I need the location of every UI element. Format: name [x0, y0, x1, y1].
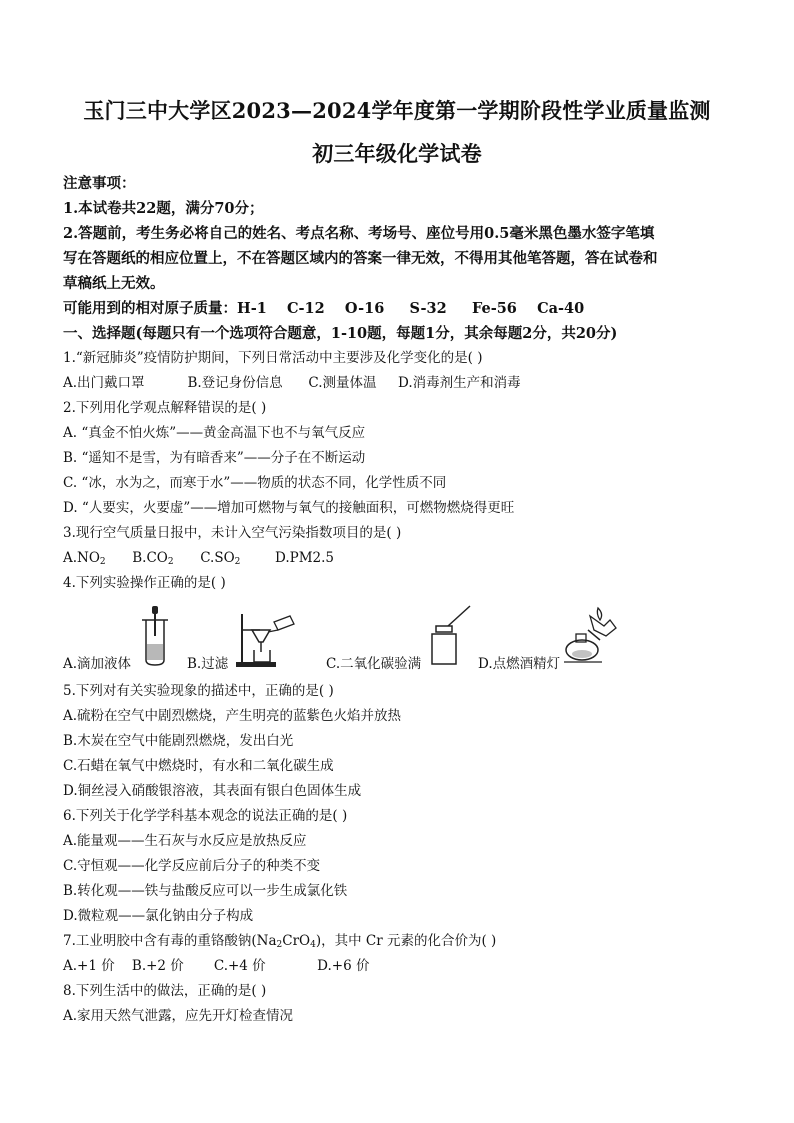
question-6-option-b: B.转化观——铁与盐酸反应可以一步生成氯化铁 — [63, 883, 348, 899]
question-5-option-d: D.铜丝浸入硝酸银溶液，其表面有银白色固体生成 — [63, 783, 362, 799]
notes-heading: 注意事项： — [63, 175, 136, 192]
note-2-line2: 写在答题纸的相应位置上，不在答题区域内的答案一律无效，不得用其他笔答题，答在试卷和 — [63, 250, 658, 267]
q4-option-b: B.过滤 — [187, 656, 229, 672]
q4-option-a: A.滴加液体 — [63, 656, 132, 672]
q4-option-c: C.二氧化碳验满 — [326, 656, 422, 672]
q3-option-c: $C.SO_2$ — [200, 550, 241, 567]
question-8: 8.下列生活中的做法，正确的是( ) — [63, 983, 267, 999]
question-5-option-c: C.石蜡在氧气中燃烧时，有水和二氧化碳生成 — [63, 758, 334, 774]
question-6: 6.下列关于化学学科基本观念的说法正确的是( ) — [63, 808, 348, 824]
question-7: 7.工业明胶中含有毒的重铬酸钠$(Na_2CrO_4)$，其中 Cr 元素的化合价为( ) — [63, 933, 497, 950]
question-2-option-a: A. “真金不怕火炼”——黄金高温下也不与氧气反应 — [63, 425, 366, 441]
question-2-option-b: B. “遥知不是雪，为有暗香来”——分子在不断运动 — [63, 450, 366, 466]
note-1: 1.本试卷共22题，满分70分； — [63, 200, 264, 217]
question-1-options: A.出门戴口罩 B.登记身份信息 C.测量体温 D.消毒剂生产和消毒 — [63, 375, 521, 391]
question-5: 5.下列对有关实验现象的描述中，正确的是( ) — [63, 683, 334, 699]
question-3-options — [63, 549, 334, 571]
q3-option-d: D.PM2.5 — [274, 550, 334, 566]
question-2: 2.下列用化学观点解释错误的是( ) — [63, 400, 267, 416]
question-2-option-d: D. “人要实，火要虚”——增加可燃物与氧气的接触面积，可燃物燃烧得更旺 — [63, 500, 515, 516]
q3-option-a: $A.NO_2$ — [63, 550, 106, 567]
filtration-figure — [234, 612, 298, 668]
question-5-option-a: A.硫粉在空气中剧烈燃烧，产生明亮的蓝紫色火焰并放热 — [63, 708, 402, 724]
gas-jar-figure — [428, 604, 472, 666]
dropper-test-tube-figure — [138, 606, 172, 666]
question-7-options: A.+1 价 B.+2 价 C.+4 价 D.+6 价 — [63, 958, 370, 974]
question-1: 1.“新冠肺炎”疫情防护期间，下列日常活动中主要涉及化学变化的是( ) — [63, 350, 483, 366]
section1-heading: 一、选择题(每题只有一个选项符合题意，1-10题，每题1分，其余每题2分，共20分) — [63, 325, 618, 342]
exam-subtitle: 初三年级化学试卷 — [312, 141, 482, 166]
atomic-masses: 可能用到的相对原子质量：H-1 C-12 O-16 S-32 Fe-56 Ca-40 — [63, 300, 585, 317]
exam-title: 玉门三中大学区2023—2024学年度第一学期阶段性学业质量监测 — [83, 98, 711, 123]
question-8-option-a: A.家用天然气泄露，应先开灯检查情况 — [63, 1008, 294, 1024]
question-6-option-a: A.能量观——生石灰与水反应是放热反应 — [63, 833, 307, 849]
q3-option-b: $B.CO_2$ — [132, 550, 174, 567]
q4-option-d: D.点燃酒精灯 — [478, 656, 561, 672]
question-5-option-b: B.木炭在空气中能剧烈燃烧，发出白光 — [63, 733, 294, 749]
alcohol-lamp-figure — [560, 606, 624, 664]
question-6-option-c: C.守恒观——化学反应前后分子的种类不变 — [63, 858, 321, 874]
note-2-line1: 2.答题前，考生务必将自己的姓名、考点名称、考场号、座位号用0.5毫米黑色墨水签字笔填 — [63, 225, 655, 242]
question-6-option-d: D.微粒观——氯化钠由分子构成 — [63, 908, 254, 924]
note-2-line3: 草稿纸上无效。 — [63, 275, 165, 292]
question-3: 3.现行空气质量日报中，未计入空气污染指数项目的是( ) — [63, 525, 402, 541]
question-2-option-c: C. “冰，水为之，而寒于水”——物质的状态不同，化学性质不同 — [63, 475, 447, 491]
question-4: 4.下列实验操作正确的是( ) — [63, 575, 226, 591]
